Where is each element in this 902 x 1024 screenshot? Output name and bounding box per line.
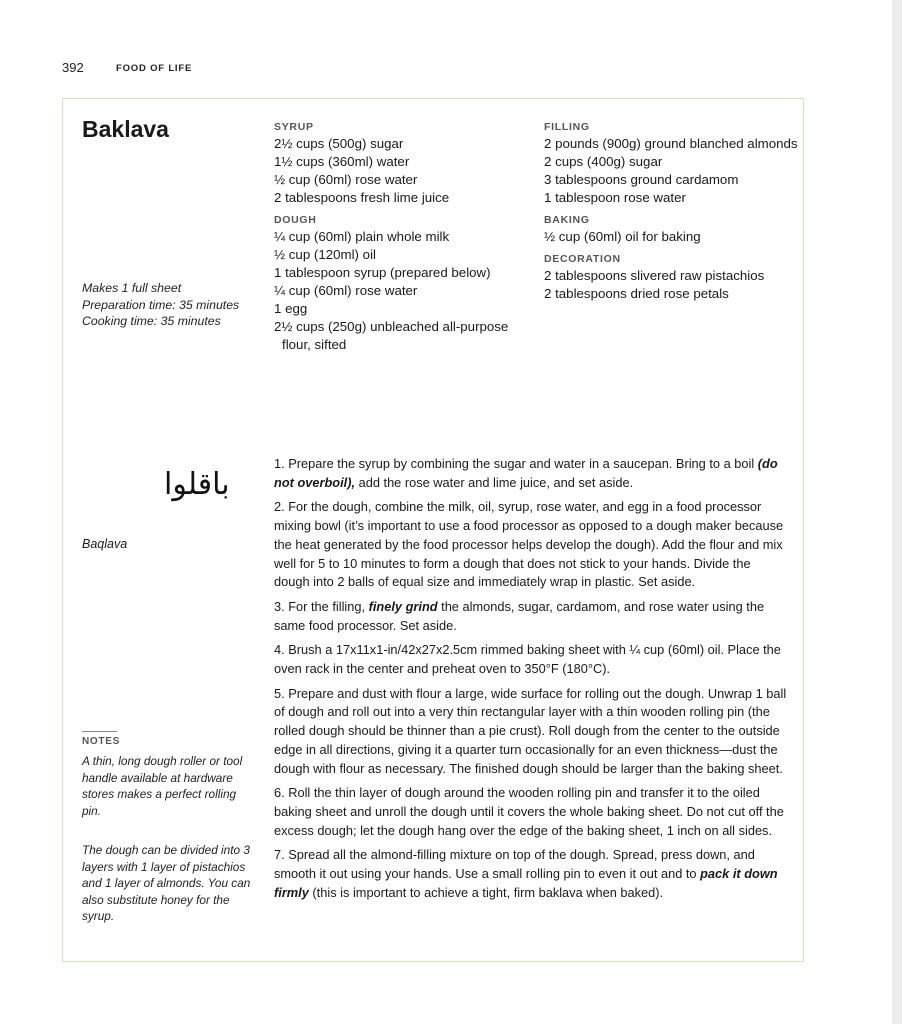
step-5: 5. Prepare and dust with flour a large, wide surface for rolling out the dough. Unwrap 1 ball of dough and roll out into a very thin rectangular layer with a thin wooden rolling pin (the rolled dough should be thinner than a pie crust). Roll dough from the center to the outside edge in all directions, giving it a quarter turn occasionally for an even thickness—dust the dough with flour as necessary. The finished dough should be larger than the baking sheet. bbox=[274, 685, 787, 776]
filling-heading: FILLING bbox=[544, 121, 590, 133]
ingredients-column-right bbox=[544, 120, 804, 303]
step-emphasis: pack it down firmly bbox=[274, 866, 778, 900]
ingredient-item: 2 cups (400g) sugar bbox=[544, 154, 663, 169]
step-text: 3. For the filling, bbox=[274, 598, 369, 614]
persian-calligraphy bbox=[82, 456, 230, 516]
ingredient-item: ½ cup (60ml) oil for baking bbox=[544, 229, 701, 244]
running-head: FOOD OF LIFE bbox=[116, 63, 193, 74]
ingredient-item: ½ cup (120ml) oil bbox=[274, 247, 376, 262]
syrup-heading: SYRUP bbox=[274, 121, 314, 133]
ingredients-column-left bbox=[274, 120, 534, 354]
step-2: 2. For the dough, combine the milk, oil, syrup, rose water, and egg in a food processor mixing bowl (it’s important to use a food processor as opposed to a dough maker because the heat generated by the food processor helps develop the dough). Add the flour and mix well for 5 to 10 minutes to form a dough that does not stick to your hands. Divide the dough into 2 balls of equal size and immediately wrap in plastic. Set aside. bbox=[274, 499, 784, 590]
step-6: 6. Roll the thin layer of dough around the wooden rolling pin and transfer it to the oiled baking sheet and unroll the dough until it covers the whole baking sheet. Do not cut off the excess dough; let the dough hang over the edge of the baking sheet, 1 inch on all sides. bbox=[274, 785, 784, 838]
yield-text: Makes 1 full sheet bbox=[82, 281, 182, 295]
ingredient-item: ½ cup (60ml) rose water bbox=[274, 172, 418, 187]
transliteration-label: Baqlava bbox=[82, 537, 128, 551]
ingredient-item: 2½ cups (500g) sugar bbox=[274, 136, 404, 151]
ingredient-item: 2½ cups (250g) unbleached all-purpose flour, sifted bbox=[274, 319, 509, 352]
cook-time: Cooking time: 35 minutes bbox=[82, 314, 221, 328]
prep-time: Preparation time: 35 minutes bbox=[82, 297, 240, 312]
method-steps bbox=[274, 455, 788, 908]
step-emphasis: finely grind bbox=[368, 598, 438, 614]
baking-heading: BAKING bbox=[544, 214, 590, 226]
ingredient-item: ¼ cup (60ml) rose water bbox=[274, 283, 418, 298]
step-4: 4. Brush a 17x11x1-in/42x27x2.5cm rimmed baking sheet with ¼ cup (60ml) oil. Place the oven rack in the center and preheat oven to 350°F (180°C). bbox=[274, 642, 781, 677]
recipe-yield-block bbox=[82, 280, 257, 330]
step-text: add the rose water and lime juice, and set aside. bbox=[355, 474, 634, 490]
step-text: (this is important to achieve a tight, firm baklava when baked). bbox=[308, 884, 664, 900]
notes-heading: NOTES bbox=[82, 736, 120, 747]
ingredient-item: 2 tablespoons dried rose petals bbox=[544, 286, 729, 301]
step-1 bbox=[274, 455, 788, 492]
step-emphasis: (do not overboil), bbox=[274, 456, 778, 490]
ingredient-item: 2 tablespoons slivered raw pistachios bbox=[544, 268, 765, 283]
step-3 bbox=[274, 598, 788, 635]
ingredient-item: ¼ cup (60ml) plain whole milk bbox=[274, 229, 450, 244]
page-number: 392 bbox=[62, 60, 84, 75]
persian-name-text: باقلوا bbox=[164, 467, 230, 502]
ingredient-item: 2 pounds (900g) ground blanched almonds bbox=[544, 136, 798, 151]
step-7 bbox=[274, 846, 788, 902]
step-text: 1. Prepare the syrup by combining the sugar and water in a saucepan. Bring to a boil bbox=[274, 456, 758, 471]
dough-heading: DOUGH bbox=[274, 214, 317, 226]
ingredient-item: 2 tablespoons fresh lime juice bbox=[274, 190, 450, 205]
ingredient-item: 1½ cups (360ml) water bbox=[274, 154, 410, 169]
step-text: the almonds, sugar, cardamom, and rose water using the same food processor. Set aside. bbox=[274, 598, 765, 633]
step-text: 7. Spread all the almond-filling mixture on top of the dough. Spread, press down, and smooth it out using your hands. Use a small rolling pin to even it out and to bbox=[274, 847, 755, 882]
page-edge-strip bbox=[892, 0, 902, 1024]
ingredient-item: 1 tablespoon rose water bbox=[544, 190, 686, 205]
note-1: A thin, long dough roller or tool handle available at hardware stores makes a perfect rolling pin. bbox=[82, 754, 243, 818]
ingredient-item: 1 tablespoon syrup (prepared below) bbox=[274, 265, 491, 280]
notes-divider bbox=[82, 731, 117, 732]
recipe-title: Baklava bbox=[82, 116, 169, 142]
note-2: The dough can be divided into 3 layers with 1 layer of pistachios and 1 layer of almonds. You can also substitute honey for the syrup. bbox=[82, 843, 251, 924]
ingredient-item: 3 tablespoons ground cardamom bbox=[544, 172, 739, 187]
decoration-heading: DECORATION bbox=[544, 253, 621, 265]
ingredient-item: 1 egg bbox=[274, 301, 308, 316]
